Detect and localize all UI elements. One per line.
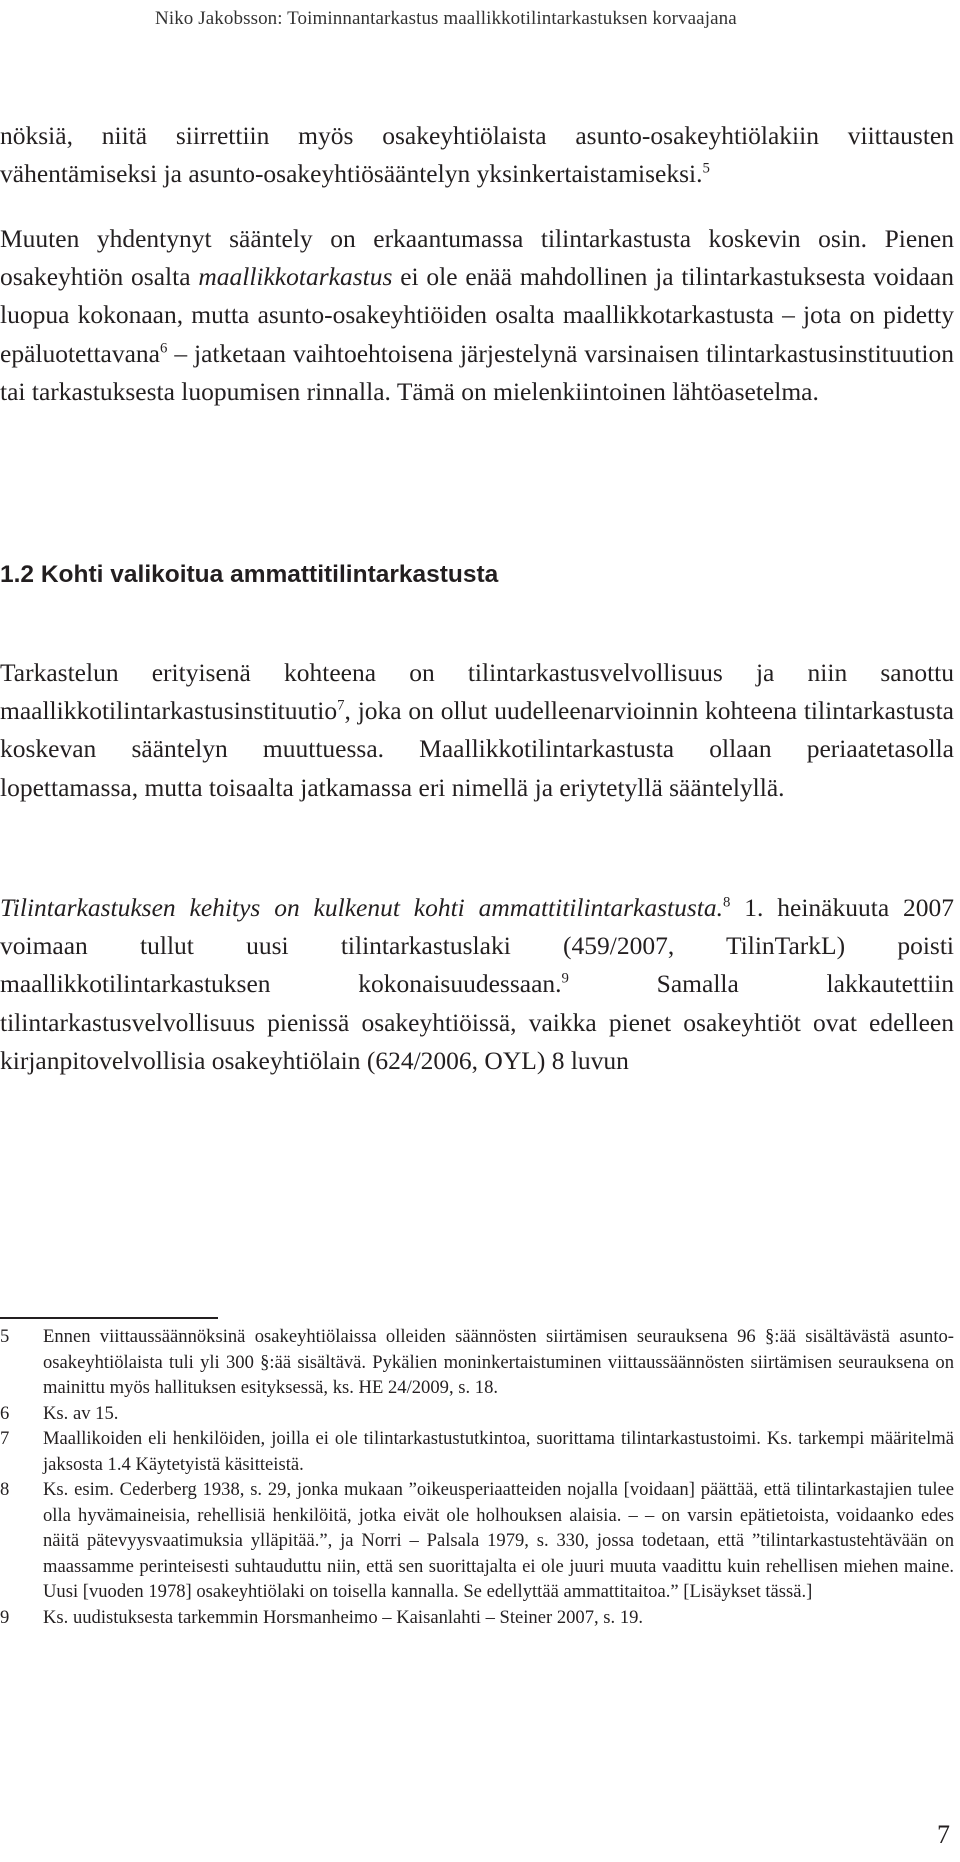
footnote-divider <box>0 1317 218 1319</box>
page-number: 7 <box>937 1820 950 1849</box>
paragraph-2-text-c: – jatketaan vaihtoehtoisena järjestelynä varsinaisen tilintarkastusinstituution tai tarkastuksesta luopumisen rinnalla. Tämä on mielenkiintoinen lähtöasetelma. <box>0 338 954 406</box>
footnote-text: Ks. esim. Cederberg 1938, s. 29, jonka mukaan ”oikeusperiaatteiden nojalla [voidaan] päättää, että tilintarkastajien tulee olla hyvämaineisia, rehellisiä henkilöitä, jotka eivät ole holhouksen alaisia. – – on varsin epätietoista, voidaanko edes näitä pätevyysvaatimuksia ylläpitää.”, ja Norri – Palsala 1979, s. 330, jossa todetaan, että ”tilintarkastustehtävään on maassamme perinteisesti suhtauduttu niin, että sen suorittajalta ei ole juuri muuta vaadittu kuin rehellisen miehen maine. Uusi [vuoden 1978] osakeyhtiölaki on toisella kannalla. Se edellyttää ammattitaitoa.” [Lisäykset tässä.] <box>43 1479 954 1602</box>
paragraph-3-text-a: Tarkastelun erityisenä kohteena on tilintarkastusvelvollisuus ja niin sanottu maallikkotilintarkastusinstituutio <box>0 658 954 726</box>
footnote-text: Maallikoiden eli henkilöiden, joilla ei ole tilintarkastustutkintoa, suorittama tilintarkastustoimi. Ks. tarkempi määritelmä jaksosta 1.4 Käytetyistä käsitteistä. <box>43 1428 954 1475</box>
footnote-item <box>0 1426 954 1477</box>
footnote-item <box>0 1605 954 1631</box>
footnote-number: 5 <box>0 1326 10 1347</box>
footnote-text: Ks. av 15. <box>43 1402 119 1424</box>
footnotes-list <box>0 1324 954 1630</box>
footnote-item <box>0 1324 954 1401</box>
paragraph-2 <box>0 220 954 411</box>
footnote-number: 7 <box>0 1428 10 1449</box>
paragraph-1-text: nöksiä, niitä siirrettiin myös osakeyhtiölaista asunto-osakeyhtiölakiin viittausten vähentämiseksi ja asunto-osakeyhtiösääntelyn yksinkertaistamiseksi. <box>0 121 954 189</box>
footnote-item <box>0 1401 954 1427</box>
paragraph-4-italic-lead: Tilintarkastuksen kehitys on kulkenut kohti ammattitilintarkastusta. <box>0 893 724 922</box>
paragraph-3-text-b: , joka on ollut uudelleenarvioinnin kohteena tilintarkastusta koskevan sääntelyn muuttuessa. Maallikkotilintarkastusta ollaan periaatetasolla lopettamassa, mutta toisaalta jatkamassa eri nimellä ja eriytetyllä sääntelyllä. <box>0 696 954 802</box>
paragraph-3 <box>0 654 954 807</box>
footnote-ref-8[interactable]: 8 <box>723 894 731 911</box>
paragraph-1 <box>0 117 954 193</box>
paragraph-4-text-a: 1. heinäkuuta 2007 voimaan tullut uusi tilintarkastuslaki (459/2007, TilinTarkL) poisti maallikkotilintarkastuksen kokonaisuudessaan. <box>0 893 954 999</box>
footnote-item <box>0 1477 954 1605</box>
paragraph-4 <box>0 889 954 1080</box>
paragraph-2-text-a: Muuten yhdentynyt sääntely on erkaantumassa tilintarkastusta koskevin osin. Pienen osakeyhtiön osalta <box>0 224 954 292</box>
footnote-number: 8 <box>0 1479 10 1500</box>
footnote-ref-7[interactable]: 7 <box>337 697 345 714</box>
footnote-text: Ks. uudistuksesta tarkemmin Horsmanheimo – Kaisanlahti – Steiner 2007, s. 19. <box>43 1606 644 1628</box>
footnote-ref-9[interactable]: 9 <box>561 970 569 987</box>
footnote-number: 6 <box>0 1402 10 1424</box>
running-header: Niko Jakobsson: Toiminnantarkastus maallikkotilintarkastuksen korvaajana <box>155 8 737 29</box>
footnote-ref-6[interactable]: 6 <box>160 340 168 357</box>
footnote-number: 9 <box>0 1606 10 1628</box>
footnote-ref-5[interactable]: 5 <box>702 160 710 177</box>
section-heading: 1.2 Kohti valikoitua ammattitilintarkastusta <box>0 561 499 588</box>
paragraph-2-text-b: ei ole enää mahdollinen ja tilintarkastuksesta voidaan luopua kokonaan, mutta asunto-osakeyhtiöiden osalta maallikkotarkastusta – jota on pidetty epäluotettavana <box>0 262 954 368</box>
paragraph-4-text-b: Samalla lakkautettiin tilintarkastusvelvollisuus pienissä osakeyhtiöissä, vaikka pienet osakeyhtiöt ovat edelleen kirjanpitovelvollisia osakeyhtiölain (624/2006, OYL) 8 luvun <box>0 969 955 1075</box>
paragraph-2-italic-term: maallikkotarkastus <box>198 262 393 292</box>
footnote-text: Ennen viittaussäännöksinä osakeyhtiölaissa olleiden säännösten siirtämisen seurauksena 96 §:ää sisältävästä asunto-osakeyhtiölaista tuli yli 300 §:ää sisältävä. Pykälien moninkertaistuminen viittaussäännösten siirtämisen seurauksena on mainittu myös hallituksen esityksessä, ks. HE 24/2009, s. 18. <box>43 1326 954 1398</box>
